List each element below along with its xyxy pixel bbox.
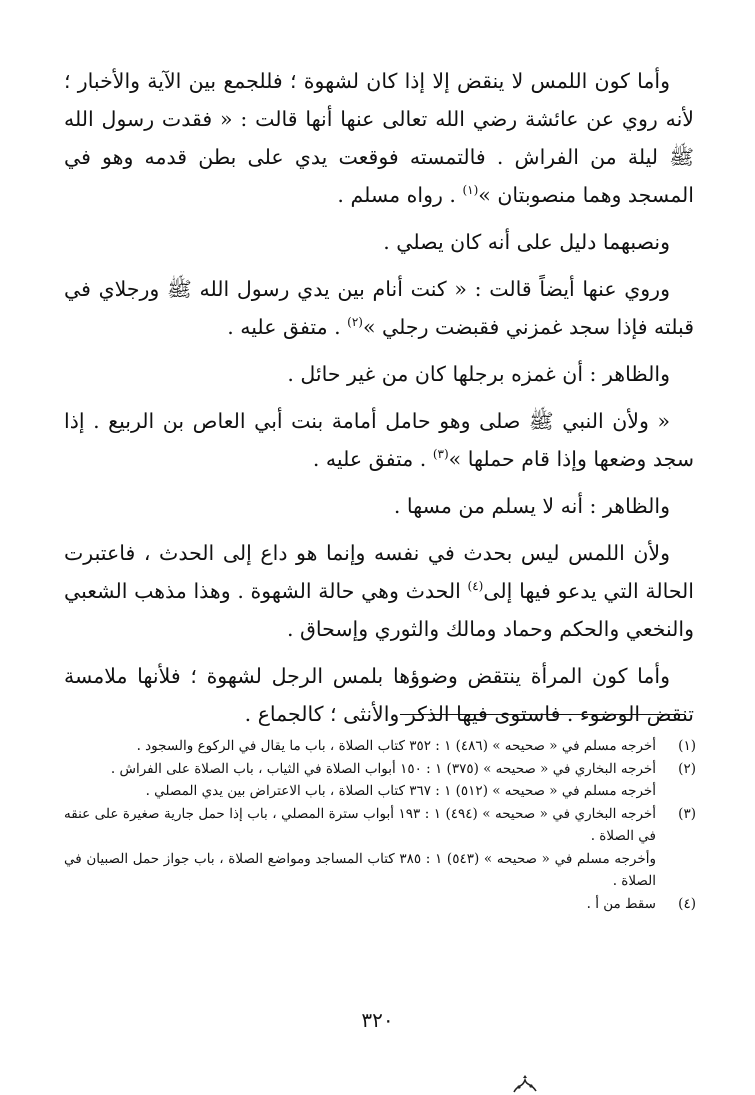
- footnote-body: [64, 803, 656, 893]
- footnote-number: (٤): [678, 895, 696, 912]
- footnote-line: وأخرجه مسلم في « صحيحه » (٥٤٣) ١ : ٣٨٥ كتاب المساجد ومواضع الصلاة ، باب جواز حمل الصبيان في الصلاة .: [64, 850, 656, 889]
- page-number: ٣٢٠: [361, 1008, 394, 1032]
- paragraph-text: وروي عنها أيضاً قالت : « كنت أنام بين يدي رسول الله ﷺ ورجلاي في قبلته فإذا سجد غمزني فقبضت رجلي »: [64, 277, 694, 339]
- paragraph: [64, 62, 694, 214]
- main-text: [64, 62, 694, 733]
- paragraph-text: والظاهر : أنه لا يسلم من مسها .: [393, 494, 670, 518]
- footnote-line: أخرجه البخاري في « صحيحه » (٤٩٤) ١ : ١٩٣ أبواب سترة المصلي ، باب إذا حمل جارية صغيرة على عنقه في الصلاة .: [64, 805, 657, 844]
- footnote: [64, 735, 696, 758]
- paragraph-text: « ولأن النبي ﷺ صلى وهو حامل أمامة بنت أبي العاص بن الربيع . إذا سجد وضعها وإذا قام حملها »: [64, 409, 694, 471]
- paragraph: [64, 487, 694, 525]
- paragraph: [64, 534, 694, 648]
- paragraph: [64, 270, 694, 346]
- paragraph: [64, 657, 694, 733]
- paragraph-text: والظاهر : أن غمزه برجلها كان من غير حائل .: [287, 362, 670, 386]
- footnote: [64, 893, 696, 916]
- footnotes: [64, 735, 696, 915]
- footnote-line: أخرجه مسلم في « صحيحه » (٤٨٦) ١ : ٣٥٢ كتاب الصلاة ، باب ما يقال في الركوع والسجود .: [136, 738, 656, 754]
- paragraph-text: وأما كون المرأة ينتقض وضوؤها بلمس الرجل لشهوة ؛ فلأنها ملامسة تنقض الوضوء . فاستوى فيها الذكر والأنثى ؛ كالجماع .: [64, 664, 694, 726]
- footnote-ref: (٤): [467, 579, 484, 593]
- paragraph-text: وأما كون اللمس لا ينقض إلا إذا كان لشهوة ؛ فللجمع بين الآية والأخبار ؛ لأنه روي عن عائشة رضي الله تعالى عنها أنها قالت : « فقدت رسول الله ﷺ ليلة من الفراش . فالتمسته فوقعت يدي على بطن قدمه وهو في المسجد وهما منصوبتان »: [64, 69, 694, 207]
- footnote-number: (٢): [678, 760, 696, 777]
- footnote: [64, 758, 696, 803]
- footnote-line: أخرجه مسلم في « صحيحه » (٥١٢) ١ : ٣٦٧ كتاب الصلاة ، باب الاعتراض بين يدي المصلي .: [145, 783, 656, 799]
- paragraph-text: ونصبهما دليل على أنه كان يصلي .: [383, 230, 670, 254]
- paragraph-text-tail: . متفق عليه .: [227, 315, 348, 339]
- footnote-ref: (٢): [347, 315, 363, 329]
- paragraph: [64, 223, 694, 261]
- paragraph-text-tail: . رواه مسلم .: [337, 183, 463, 207]
- ornament-icon: [510, 1074, 540, 1095]
- paragraph: [64, 355, 694, 393]
- footnote-body: [64, 893, 656, 916]
- footnote-line: أخرجه البخاري في « صحيحه » (٣٧٥) ١ : ١٥٠ أبواب الصلاة في الثياب ، باب الصلاة على الفراش .: [110, 760, 656, 777]
- footnote-body: [64, 735, 656, 758]
- footnote-line: سقط من أ .: [586, 895, 656, 912]
- footnote-number: (١): [678, 738, 696, 754]
- paragraph: [64, 402, 694, 478]
- footnote-body: [64, 758, 656, 803]
- footnote-number: (٣): [678, 805, 696, 822]
- footnote-ref: (١): [462, 183, 479, 197]
- footnote: [64, 803, 696, 893]
- footnote-ref: (٣): [432, 447, 449, 461]
- footnote-separator: [400, 714, 685, 715]
- paragraph-text: ولأن اللمس ليس بحدث في نفسه وإنما هو داع إلى الحدث ، فاعتبرت الحالة التي يدعو فيها إلى: [64, 541, 694, 603]
- paragraph-text-tail: الحدث وهي حالة الشهوة . وهذا مذهب الشعبي والنخعي والحكم وحماد ومالك والثوري وإسحاق .: [64, 579, 694, 641]
- paragraph-text-tail: . متفق عليه .: [312, 447, 433, 471]
